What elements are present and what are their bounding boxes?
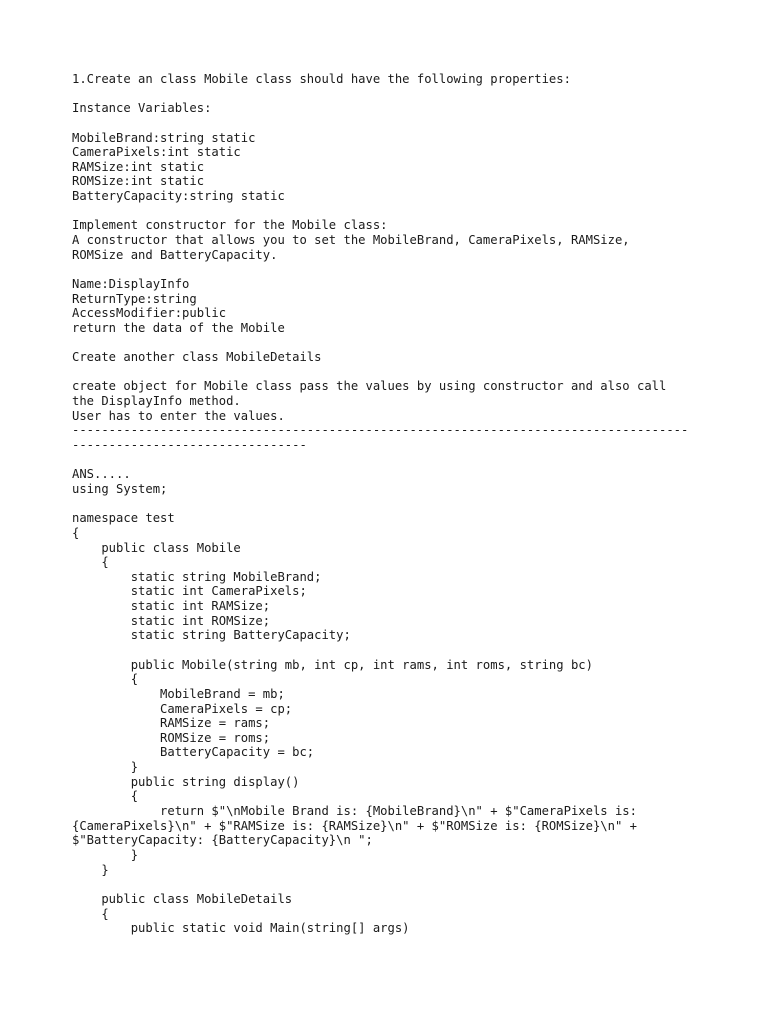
property-line: RAMSize:int static	[72, 159, 205, 174]
constructor-description-line: A constructor that allows you to set the MobileBrand, CameraPixels, RAMSize,	[72, 233, 630, 248]
instruction-line: User has to enter the values.	[72, 408, 285, 423]
code-line: }	[72, 862, 109, 877]
separator-line: ------------------------------------------------------------------------------------	[72, 423, 689, 438]
method-spec-line: AccessModifier:public	[72, 306, 227, 321]
code-line: public Mobile(string mb, int cp, int rams, int roms, string bc)	[72, 657, 593, 672]
instruction-line: create object for Mobile class pass the values by using constructor and also call	[72, 379, 667, 394]
code-line: }	[72, 847, 139, 862]
code-line: public class Mobile	[72, 540, 241, 555]
method-spec-line: return the data of the Mobile	[72, 320, 285, 335]
instance-variables-heading: Instance Variables:	[72, 101, 212, 116]
code-line: static int RAMSize;	[72, 599, 271, 614]
code-line: public string display()	[72, 774, 300, 789]
code-line: MobileBrand = mb;	[72, 686, 285, 701]
blank-line	[72, 336, 752, 351]
blank-line	[72, 116, 752, 131]
blank-line	[72, 87, 752, 102]
method-spec-line: Name:DisplayInfo	[72, 276, 190, 291]
blank-line	[72, 365, 752, 380]
code-line: ROMSize = roms;	[72, 730, 271, 745]
code-line: }	[72, 760, 139, 775]
code-line: $"BatteryCapacity: {BatteryCapacity}\n ";	[72, 833, 373, 848]
property-line: CameraPixels:int static	[72, 145, 241, 160]
code-line: {	[72, 672, 139, 687]
code-line: BatteryCapacity = bc;	[72, 745, 315, 760]
code-line: CameraPixels = cp;	[72, 701, 293, 716]
separator-line: --------------------------------	[72, 438, 307, 453]
blank-line	[72, 643, 752, 658]
method-spec-line: ReturnType:string	[72, 291, 197, 306]
instruction-line: Create another class MobileDetails	[72, 350, 322, 365]
blank-line	[72, 453, 752, 468]
instruction-line: the DisplayInfo method.	[72, 394, 241, 409]
code-line: static int ROMSize;	[72, 613, 271, 628]
code-line: RAMSize = rams;	[72, 716, 271, 731]
code-line: static string MobileBrand;	[72, 569, 322, 584]
property-line: ROMSize:int static	[72, 174, 205, 189]
blank-line	[72, 497, 752, 512]
answer-heading: ANS.....	[72, 467, 131, 482]
question-title-line: 1.Create an class Mobile class should have the following properties:	[72, 72, 571, 86]
document-page	[72, 72, 752, 936]
code-line: static string BatteryCapacity;	[72, 628, 351, 643]
code-line: {	[72, 525, 80, 540]
code-line: public static void Main(string[] args)	[72, 921, 410, 936]
code-line: namespace test	[72, 511, 175, 526]
code-line: {	[72, 906, 109, 921]
code-line: public class MobileDetails	[72, 891, 293, 906]
code-line: {CameraPixels}\n" + $"RAMSize is: {RAMSize}\n" + $"ROMSize is: {ROMSize}\n" +	[72, 818, 637, 833]
blank-line	[72, 204, 752, 219]
code-line: return $"\nMobile Brand is: {MobileBrand}\n" + $"CameraPixels is:	[72, 804, 637, 819]
code-line: {	[72, 789, 139, 804]
property-line: BatteryCapacity:string static	[72, 189, 285, 204]
constructor-description-line: ROMSize and BatteryCapacity.	[72, 247, 278, 262]
code-line: {	[72, 555, 109, 570]
code-line: static int CameraPixels;	[72, 584, 307, 599]
code-line: using System;	[72, 481, 168, 496]
constructor-heading: Implement constructor for the Mobile class:	[72, 218, 388, 233]
blank-line	[72, 877, 752, 892]
property-line: MobileBrand:string static	[72, 130, 256, 145]
blank-line	[72, 262, 752, 277]
